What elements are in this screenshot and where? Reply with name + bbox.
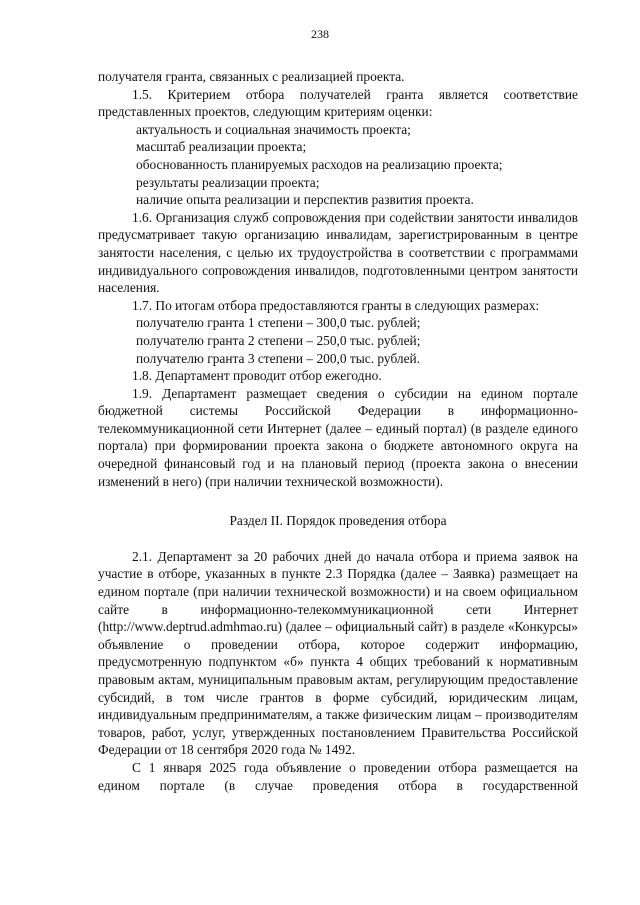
criteria-item: результаты реализации проекта; bbox=[136, 174, 320, 190]
section-heading: Раздел II. Порядок проведения отбора bbox=[229, 513, 447, 529]
criteria-item: обоснованность планируемых расходов на реализацию проекта; bbox=[136, 156, 503, 172]
grant-item: получателю гранта 3 степени – 200,0 тыс. рублей. bbox=[136, 350, 421, 366]
paragraph-1-6: 1.6. Организация служб сопровождения при содействии занятости инвалидов предусматривает такую организацию инвалидам, зарегистрированным в центре занятости населения, с целью их трудоустройства в соответствии с программами индивидуального сопровождения инвалидов, подготовленными центром занятости населения. bbox=[98, 209, 578, 296]
grant-item: получателю гранта 1 степени – 300,0 тыс. рублей; bbox=[136, 315, 421, 331]
paragraph-1-8: 1.8. Департамент проводит отбор ежегодно. bbox=[132, 368, 382, 384]
paragraph-1-9: 1.9. Департамент размещает сведения о субсидии на едином портале бюджетной системы Российской Федерации в информационно-телекоммуникационной сети Интернет (далее – единый портал) (в разделе единого портала) при формировании проекта закона о бюджете автономного округа на очередной финансовый год и на плановый период (проекта закона о внесении изменений в него) (при наличии технической возможности). bbox=[98, 385, 578, 489]
criteria-item: наличие опыта реализации и перспектив развития проекта. bbox=[136, 192, 474, 208]
paragraph-1-5: 1.5. Критерием отбора получателей гранта является соответствие представленных проектов, следующим критериям оценки: bbox=[98, 86, 578, 120]
paragraph-2-1: 2.1. Департамент за 20 рабочих дней до начала отбора и приема заявок на участие в отборе, указанных в пункте 2.3 Порядка (далее – Заявка) размещает на едином портале (при наличии технической возможности) и на своем официальном сайте в информационно-телекоммуникационной сети Интернет (http://www.deptrud.admhmao.ru) (далее – официальный сайт) в разделе «Конкурсы» объявление о проведении отбора, которое содержит информацию, предусмотренную подпунктом «б» пункта 4 общих требований к нормативным правовым актам, муниципальным правовым актам, регулирующим предоставление субсидий, в том числе грантов в форме субсидий, юридическим лицам, индивидуальным предпринимателям, а также физическим лицам – производителям товаров, работ, услуг, утвержденных постановлением Правительства Российской Федерации от 18 сентября 2020 года № 1492. bbox=[98, 548, 578, 758]
document-body bbox=[98, 68, 578, 794]
criteria-item: масштаб реализации проекта; bbox=[136, 139, 307, 155]
paragraph-final: С 1 января 2025 года объявление о проведении отбора размещается на едином портале (в случае проведения отбора в государственной bbox=[98, 759, 578, 793]
grants-list bbox=[98, 314, 578, 367]
paragraph-continuation: получателя гранта, связанных с реализацией проекта. bbox=[98, 69, 405, 84]
paragraph-1-7: 1.7. По итогам отбора предоставляются гранты в следующих размерах: bbox=[132, 297, 540, 313]
grant-item: получателю гранта 2 степени – 250,0 тыс. рублей; bbox=[136, 332, 421, 348]
criteria-list bbox=[98, 121, 578, 209]
page-number: 238 bbox=[311, 27, 329, 41]
criteria-item: актуальность и социальная значимость проекта; bbox=[136, 121, 411, 137]
